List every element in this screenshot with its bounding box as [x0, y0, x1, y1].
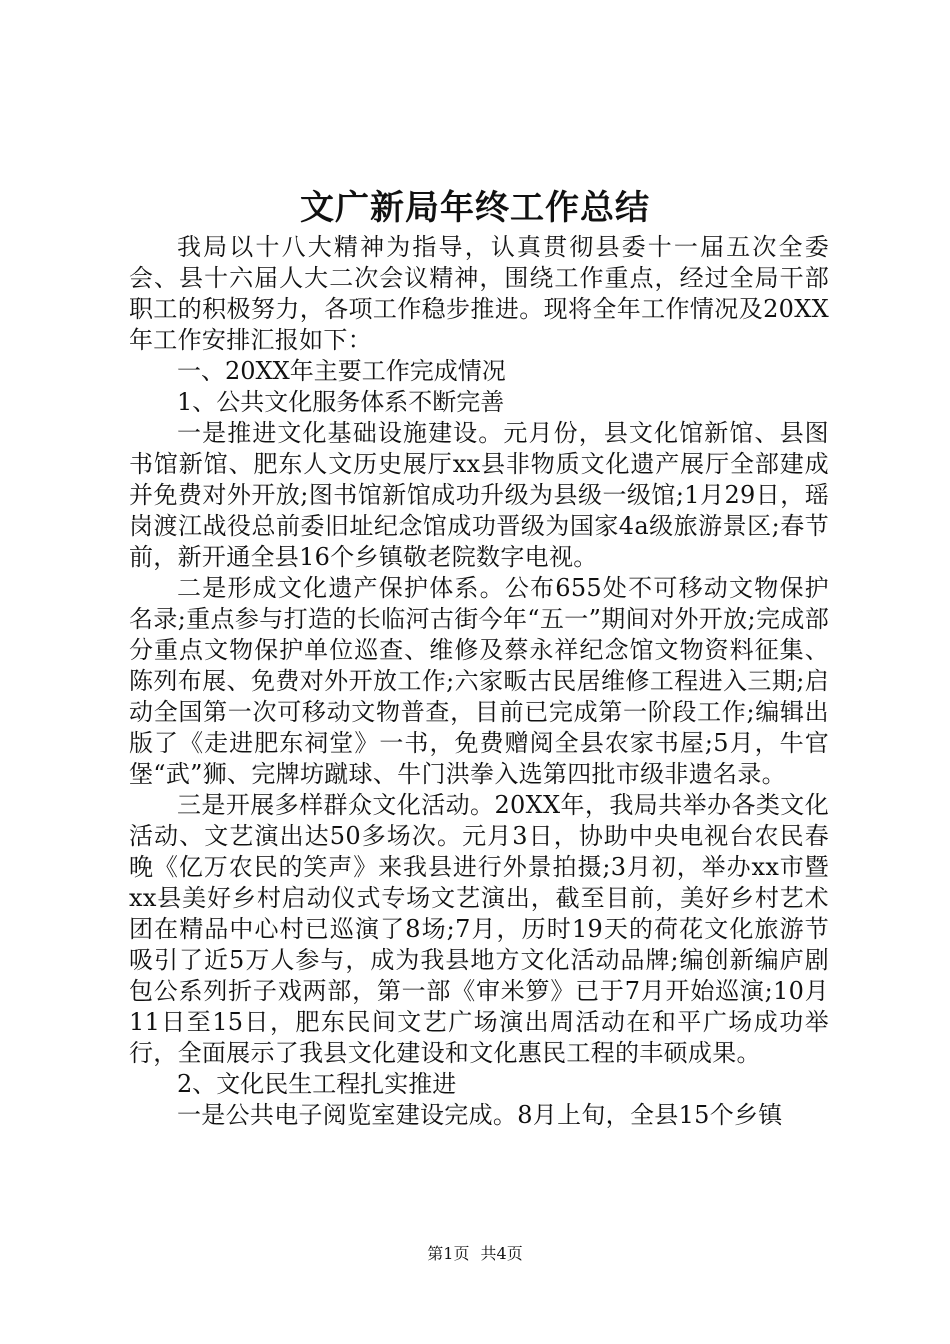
document-body: [129, 232, 829, 1131]
subsection-heading-2: 2、文化民生工程扎实推进: [177, 1070, 457, 1098]
paragraph-intro: 我局以十八大精神为指导，认真贯彻县委十一届五次全委会、县十六届人大二次会议精神，围绕工作重点，经过全局干部职工的积极努力，各项工作稳步推进。现将全年工作情况及20XX年工作安排汇报如下：: [129, 233, 829, 354]
page-footer: [0, 1243, 950, 1265]
page-number: 第1页: [427, 1244, 470, 1263]
paragraph-infrastructure: 一是推进文化基础设施建设。元月份，县文化馆新馆、县图书馆新馆、肥东人文历史展厅xx县非物质文化遗产展厅全部建成并免费对外开放;图书馆新馆成功升级为县级一级馆;1月29日，瑶岗渡江战役总前委旧址纪念馆成功晋级为国家4a级旅游景区;春节前，新开通全县16个乡镇敬老院数字电视。: [129, 419, 829, 571]
document-title: 文广新局年终工作总结: [300, 188, 650, 228]
paragraph-activities: 三是开展多样群众文化活动。20XX年，我局共举办各类文化活动、文艺演出达50多场次。元月3日，协助中央电视台农民春晚《亿万农民的笑声》来我县进行外景拍摄;3月初，举办xx市暨xx县美好乡村启动仪式专场文艺演出，截至目前，美好乡村艺术团在精品中心村已巡演了8场;7月，历时19天的荷花文化旅游节吸引了近5万人参与，成为我县地方文化活动品牌;编创新编庐剧包公系列折子戏两部，第一部《审米箩》已于7月开始巡演;10月11日至15日，肥东民间文艺广场演出周活动在和平广场成功举行，全面展示了我县文化建设和文化惠民工程的丰硕成果。: [129, 791, 829, 1067]
subsection-heading-1: 1、公共文化服务体系不断完善: [177, 388, 505, 416]
paragraph-heritage: 二是形成文化遗产保护体系。公布655处不可移动文物保护名录;重点参与打造的长临河古街今年“五一”期间对外开放;完成部分重点文物保护单位巡查、维修及蔡永祥纪念馆文物资料征集、陈列布展、免费对外开放工作;六家畈古民居维修工程进入三期;启动全国第一次可移动文物普查，目前已完成第一阶段工作;编辑出版了《走进肥东祠堂》一书，免费赠阅全县农家书屋;5月，牛官堡“武”狮、完牌坊蹴球、牛门洪拳入选第四批市级非遗名录。: [129, 574, 829, 788]
page-total: 共4页: [480, 1244, 523, 1263]
paragraph-reading-room: 一是公共电子阅览室建设完成。8月上旬，全县15个乡镇: [177, 1101, 783, 1129]
section-heading-1: 一、20XX年主要工作完成情况: [177, 357, 506, 385]
